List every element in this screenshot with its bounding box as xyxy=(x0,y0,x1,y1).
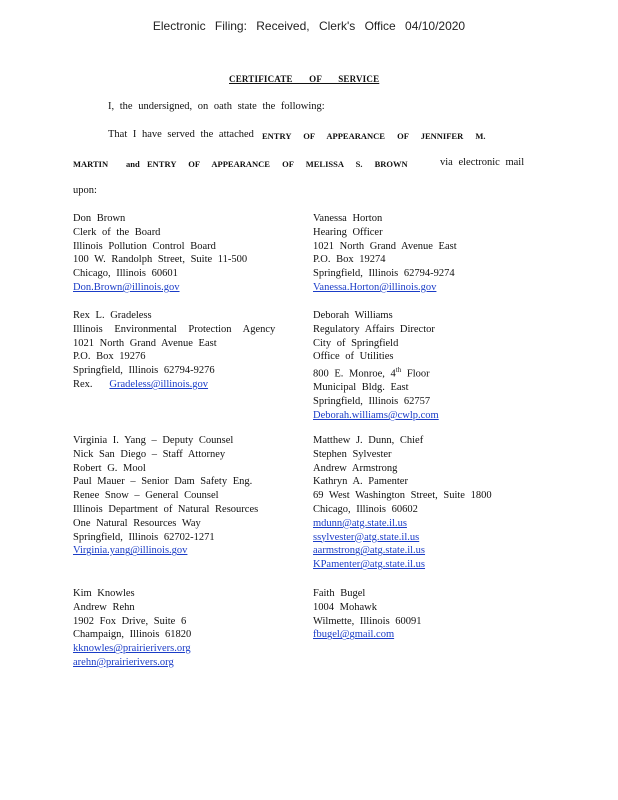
email-link-rehn[interactable]: arehn@prairierivers.org xyxy=(73,656,174,668)
filing-stamp-header: Electronic Filing: Received, Clerk's Office 04/10/2020 xyxy=(152,19,466,33)
recipient-line: 1021 North Grand Avenue East xyxy=(73,337,217,349)
recipient-line: 100 W. Randolph Street, Suite 11-500 xyxy=(73,254,248,266)
recipient-line: Vanessa Horton xyxy=(313,213,383,224)
recipient-line: Wilmette, Illinois 60091 xyxy=(313,615,422,627)
recipient-block-brown xyxy=(73,212,353,295)
email-prefix: Rex. xyxy=(73,378,93,390)
recipient-line: Springfield, Illinois 62794-9274 xyxy=(313,268,455,280)
recipient-block-gradeless xyxy=(73,309,353,392)
recipient-line: 69 West Washington Street, Suite 1800 xyxy=(313,490,492,502)
recipient-line: 1004 Mohawk xyxy=(313,601,377,613)
recipient-line: Faith Bugel xyxy=(313,588,366,599)
ordinal-suffix: th xyxy=(395,366,402,375)
recipient-line: Andrew Rehn xyxy=(73,601,135,613)
recipient-line: Chicago, Illinois 60601 xyxy=(73,268,178,280)
email-link-knowles[interactable]: kknowles@prairierivers.org xyxy=(73,643,191,655)
recipient-line: Illinois Environmental Protection Agency xyxy=(73,323,276,335)
recipient-line: 1021 North Grand Avenue East xyxy=(313,240,457,252)
recipient-line: Office of Utilities xyxy=(313,351,394,363)
document-title-2: ENTRY OF APPEARANCE OF MELISSA S. BROWN xyxy=(147,159,408,169)
recipient-line: Kim Knowles xyxy=(73,588,135,599)
recipient-block-bugel xyxy=(313,587,593,642)
email-link-pamenter[interactable]: KPamenter@atg.state.il.us xyxy=(313,559,426,571)
address-text: 800 E. Monroe, 4 xyxy=(313,368,396,380)
recipient-line: Hearing Officer xyxy=(313,226,383,238)
recipient-block-knowles xyxy=(73,587,353,670)
recipient-block-horton xyxy=(313,212,593,295)
recipient-line: Illinois Department of Natural Resources xyxy=(73,503,259,515)
email-link-brown[interactable]: Don.Brown@illinois.gov xyxy=(73,281,180,293)
oath-statement: I, the undersigned, on oath state the following: xyxy=(108,101,325,112)
recipient-line: 1902 Fox Drive, Suite 6 xyxy=(73,615,187,627)
certificate-title: CERTIFICATE OF SERVICE xyxy=(229,74,380,84)
email-link-armstrong[interactable]: aarmstrong@atg.state.il.us xyxy=(313,545,426,557)
recipient-line: Springfield, Illinois 62794-9276 xyxy=(73,365,215,377)
recipient-line: P.O. Box 19274 xyxy=(313,254,386,266)
email-link-dunn[interactable]: mdunn@atg.state.il.us xyxy=(313,517,407,529)
recipient-line: Virginia I. Yang – Deputy Counsel xyxy=(73,435,234,446)
recipient-line: Paul Mauer – Senior Dam Safety Eng. xyxy=(73,476,253,488)
email-link-horton[interactable]: Vanessa.Horton@illinois.gov xyxy=(313,281,437,293)
recipient-line: Champaign, Illinois 61820 xyxy=(73,629,192,641)
recipient-block-yang xyxy=(73,434,353,558)
recipient-line: Rex L. Gradeless xyxy=(73,310,152,321)
recipient-line: One Natural Resources Way xyxy=(73,517,201,529)
conjunction-and: and xyxy=(126,159,140,169)
service-statement-part1: That I have served the attached xyxy=(108,129,254,140)
document-title-1-cont: MARTIN xyxy=(73,159,109,169)
recipient-line: Matthew J. Dunn, Chief xyxy=(313,435,424,446)
recipient-line: Andrew Armstrong xyxy=(313,462,398,474)
recipient-line: Clerk of the Board xyxy=(73,226,161,238)
recipient-line: Municipal Bldg. East xyxy=(313,382,409,394)
recipient-block-dunn xyxy=(313,434,593,572)
recipient-line: Renee Snow – General Counsel xyxy=(73,490,219,502)
email-link-gradeless[interactable]: Gradeless@illinois.gov xyxy=(109,378,209,390)
recipient-line: Illinois Pollution Control Board xyxy=(73,240,216,252)
recipient-line: Springfield, Illinois 62757 xyxy=(313,396,431,408)
upon-label: upon: xyxy=(73,185,97,196)
recipient-line: Regulatory Affairs Director xyxy=(313,323,435,335)
recipient-line: Chicago, Illinois 60602 xyxy=(313,503,418,515)
email-link-yang[interactable]: Virginia.yang@illinois.gov xyxy=(73,545,188,557)
recipient-line: Kathryn A. Pamenter xyxy=(313,476,408,488)
recipient-line: Stephen Sylvester xyxy=(313,448,392,460)
email-link-bugel[interactable]: fbugel@gmail.com xyxy=(313,629,395,641)
recipient-line: Nick San Diego – Staff Attorney xyxy=(73,448,226,460)
recipient-line: Deborah Williams xyxy=(313,310,393,321)
recipient-address-line xyxy=(313,364,593,381)
recipient-line: P.O. Box 19276 xyxy=(73,351,146,363)
address-text: Floor xyxy=(401,368,430,380)
recipient-line: Robert G. Mool xyxy=(73,462,146,474)
document-title-1: ENTRY OF APPEARANCE OF JENNIFER M. xyxy=(262,131,486,141)
email-link-sylvester[interactable]: ssylvester@atg.state.il.us xyxy=(313,531,420,543)
recipient-line: Don Brown xyxy=(73,213,126,224)
service-method: via electronic mail xyxy=(440,157,525,168)
email-link-williams[interactable]: Deborah.williams@cwlp.com xyxy=(313,410,439,422)
recipient-line: Springfield, Illinois 62702-1271 xyxy=(73,531,215,543)
recipient-block-williams xyxy=(313,309,593,423)
recipient-line: City of Springfield xyxy=(313,337,399,349)
